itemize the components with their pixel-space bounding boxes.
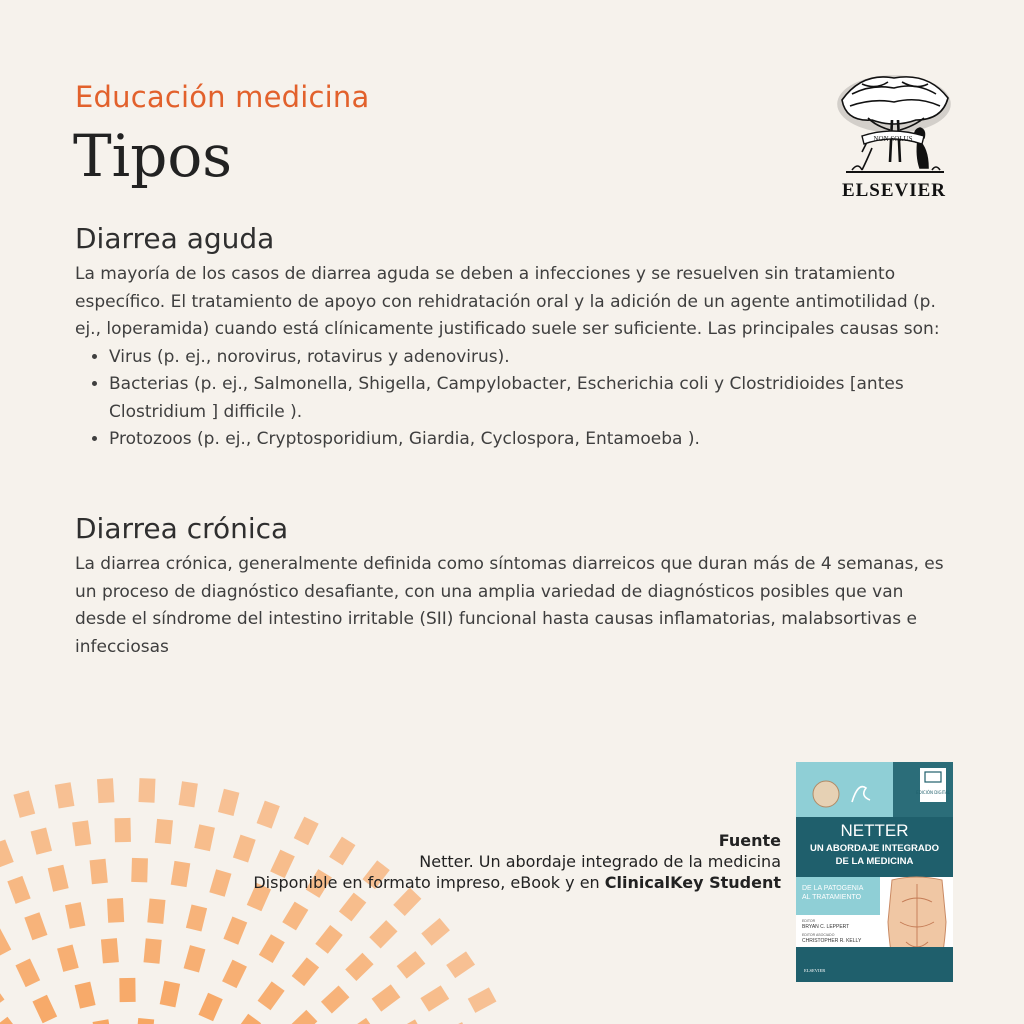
arc-dash <box>446 951 475 978</box>
arc-dash <box>468 987 497 1012</box>
arc-dash <box>194 824 215 851</box>
arc-dash <box>372 984 401 1011</box>
arc-dash <box>136 1018 154 1024</box>
arc-dash <box>257 801 280 829</box>
source-block <box>253 830 781 893</box>
arc-dash <box>32 995 57 1024</box>
logo-motto: NON SOLUS <box>873 135 913 143</box>
arc-dash <box>289 1010 317 1024</box>
kicker-label: Educación medicina <box>75 80 370 114</box>
arc-dash <box>13 791 35 818</box>
arc-dash <box>179 781 198 807</box>
arc-dash <box>394 1019 423 1024</box>
availability-text: Disponible en formato impreso, eBook y en <box>253 873 605 892</box>
book-subtitle-1: UN ABORDAJE INTEGRADO <box>810 843 939 854</box>
section-paragraph: La mayoría de los casos de diarrea aguda se deben a infecciones y se resuelven sin tratamiento específico. El tratamiento de apoyo con rehidratación oral y la adición de un agente antimotilidad (p. ej., loperamida) cuando está clínicamente justificado suele ser suficiente. Las principales causas son: <box>75 264 940 339</box>
arc-dash <box>292 957 320 986</box>
skull-icon <box>813 781 839 807</box>
arc-dash <box>184 945 206 972</box>
section-heading: Diarrea crónica <box>75 512 289 545</box>
arc-dash <box>65 902 85 929</box>
clinicalkey-link[interactable]: ClinicalKey Student <box>604 873 781 892</box>
elsevier-wordmark: ELSEVIER <box>841 180 947 201</box>
arc-dash <box>160 981 180 1008</box>
arc-dash <box>223 916 247 944</box>
list-item: • Protozoos (p. ej., Cryptosporidium, Giardia, Cyclospora, Entamoeba ). <box>109 426 955 454</box>
arc-dash <box>139 778 156 803</box>
source-label: Fuente <box>718 831 781 850</box>
arc-dash <box>147 899 165 924</box>
arc-dash <box>0 928 11 957</box>
book-subtitle-2: DE LA MEDICINA <box>835 856 914 867</box>
editor-label: EDITOR <box>802 919 816 923</box>
arc-dash <box>339 893 366 922</box>
arc-dash <box>144 938 162 963</box>
arc-dash <box>421 918 450 946</box>
arc-dash <box>0 1017 22 1024</box>
arc-dash <box>258 981 285 1010</box>
arc-dash <box>7 876 30 904</box>
page-title: Tipos <box>73 122 233 190</box>
book-brand: NETTER <box>840 821 909 840</box>
arc-dash <box>369 920 397 948</box>
arc-dash <box>55 782 75 808</box>
arc-dash <box>198 993 222 1021</box>
list-item: • Bacterias (p. ej., Salmonella, Shigella, Campylobacter, Escherichia coli y Clostridioides [antes Clostridium ] difficile ). <box>109 371 955 426</box>
source-title: Netter. Un abordaje integrado de la medicina <box>419 852 781 871</box>
arc-dash <box>397 951 426 978</box>
arc-dash <box>107 898 124 923</box>
coeditor-label: EDITOR ASOCIADO <box>802 933 835 937</box>
arc-dash <box>48 865 69 892</box>
arc-dash <box>101 938 119 963</box>
list-item: • Virus (p. ej., norovirus, rotavirus y adenovirus). <box>109 344 955 372</box>
arc-dash <box>75 982 96 1009</box>
arc-dash <box>420 985 449 1011</box>
arc-dash <box>155 819 173 844</box>
arc-dash <box>234 1014 261 1024</box>
arc-dash <box>346 1018 375 1024</box>
arc-dash <box>321 985 349 1013</box>
book-coeditor: CHRISTOPHER R. KELLY <box>802 938 862 944</box>
source-availability <box>253 872 781 893</box>
section-heading: Diarrea aguda <box>75 222 275 255</box>
arc-dash <box>0 980 4 1009</box>
arc-dash <box>97 778 114 803</box>
arc-dash <box>31 827 52 854</box>
section-paragraph: La diarrea crónica, generalmente definida como síntomas diarreicos que duran más de 4 semanas, es un proceso de diagnóstico desafiante, con una amplia variedad de diagnósticos posibles que van desde el síndrome del intestino irritable (SII) funcional hasta causas inflamatorias, malabsortivas e infecciosas <box>75 554 944 657</box>
arc-dash <box>72 820 91 846</box>
arc-dash <box>345 953 373 981</box>
section-acute <box>75 222 955 454</box>
arc-dash <box>93 1019 113 1024</box>
arc-dash <box>114 818 130 842</box>
publisher-label: ELSEVIER <box>804 968 826 973</box>
book-tagline-2: AL TRATAMIENTO <box>802 894 862 901</box>
arc-dash <box>233 835 256 863</box>
arc-dash <box>218 789 239 816</box>
book-tagline-1: DE LA PATOGENIA <box>802 885 864 892</box>
arc-dash <box>222 960 247 989</box>
arc-dash <box>24 912 47 940</box>
arc-dash <box>315 925 342 954</box>
arc-dash <box>171 861 191 887</box>
arc-dash <box>119 978 135 1002</box>
book-cover[interactable] <box>796 762 953 982</box>
arc-dash <box>131 858 148 882</box>
arc-dash <box>90 859 108 884</box>
book-editor: BRYAN C. LEPPERT <box>802 924 850 930</box>
arc-dash <box>259 934 285 963</box>
digital-label: EDICIÓN DIGITAL <box>916 790 950 795</box>
arc-dash <box>0 839 14 867</box>
section-chronic <box>75 512 955 661</box>
arc-dash <box>186 904 207 931</box>
arc-dash <box>15 959 40 988</box>
causes-list <box>75 344 955 454</box>
arc-dash <box>209 869 231 897</box>
arc-dash <box>57 945 79 972</box>
arc-dash <box>282 902 308 931</box>
